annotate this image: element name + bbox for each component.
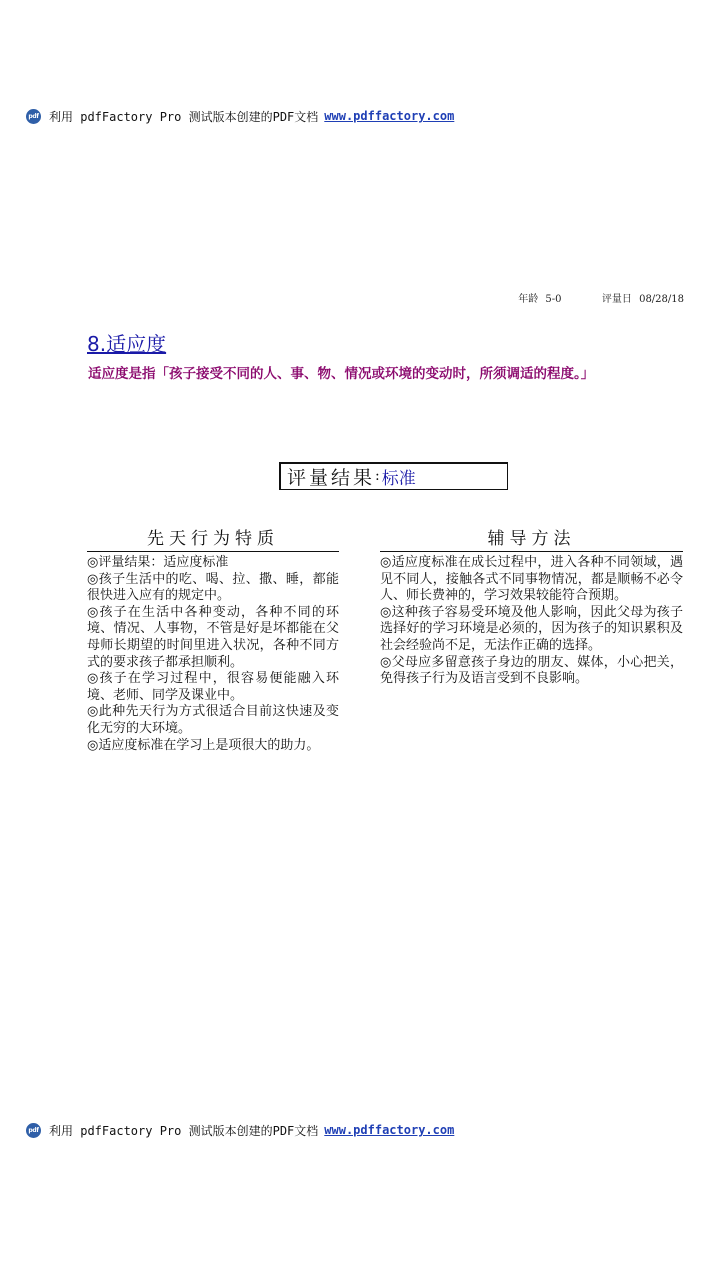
pdf-logo-icon: pdf	[26, 109, 41, 124]
section-title: 8.适应度	[87, 332, 167, 356]
innate-traits-column	[87, 524, 339, 754]
date-label: 评量日	[601, 294, 632, 305]
pdffactory-banner-bottom	[26, 1120, 454, 1140]
banner-text: 利用 pdfFactory Pro 测试版本创建的PDF文档	[49, 109, 319, 124]
age-label: 年龄	[518, 294, 539, 305]
trait-item: ◎孩子生活中的吃、喝、拉、撒、睡，都能很快进入应有的规定中。	[87, 571, 339, 604]
pdffactory-link[interactable]: www.pdffactory.com	[324, 109, 455, 123]
trait-item: ◎适应度标准在学习上是项很大的助力。	[87, 737, 320, 753]
section-definition: 适应度是指「孩子接受不同的人、事、物、情况或环境的变动时，所须调适的程度。」	[88, 366, 595, 382]
pdffactory-banner-top	[26, 106, 454, 126]
pdffactory-link[interactable]: www.pdffactory.com	[324, 1123, 455, 1137]
result-box	[279, 462, 508, 490]
trait-item: ◎孩子在生活中各种变动，各种不同的环境、情况、人事物，不管是好是坏都能在父母师长期望的时间里进入状况，各种不同方式的要求孩子都承担顺利。	[87, 604, 339, 670]
guidance-column	[380, 524, 683, 688]
trait-item: ◎评量结果：适应度标准	[87, 555, 229, 570]
result-label: 评量结果	[287, 466, 376, 489]
trait-item: ◎孩子在学习过程中，很容易便能融入环境、老师、同学及课业中。	[87, 671, 339, 703]
banner-text: 利用 pdfFactory Pro 测试版本创建的PDF文档	[49, 1123, 319, 1138]
innate-traits-heading: 先天行为特质	[87, 524, 339, 552]
guidance-item: ◎适应度标准在成长过程中，进入各种不同领域，遇见不同人，接触各式不同事物情况，都是顺畅不必令人、师长费神的，学习效果较能符合预期。	[380, 555, 683, 604]
guidance-item: ◎这种孩子容易受环境及他人影响，因此父母为孩子选择好的学习环境是必须的，因为孩子的知识累积及社会经验尚不足，无法作正确的选择。	[380, 604, 683, 653]
result-colon: :	[375, 468, 380, 484]
guidance-item: ◎父母应多留意孩子身边的朋友、媒体，小心把关，免得孩子行为及语言受到不良影响。	[380, 654, 683, 687]
assessment-meta	[514, 290, 684, 305]
guidance-heading: 辅导方法	[380, 524, 683, 552]
pdf-logo-icon: pdf	[26, 1123, 41, 1138]
result-value: 标准	[381, 468, 416, 489]
trait-item: ◎此种先天行为方式很适合目前这快速及变化无穷的大环境。	[87, 704, 339, 736]
date-value: 08/28/18	[639, 294, 684, 305]
age-value: 5-0	[545, 294, 562, 305]
